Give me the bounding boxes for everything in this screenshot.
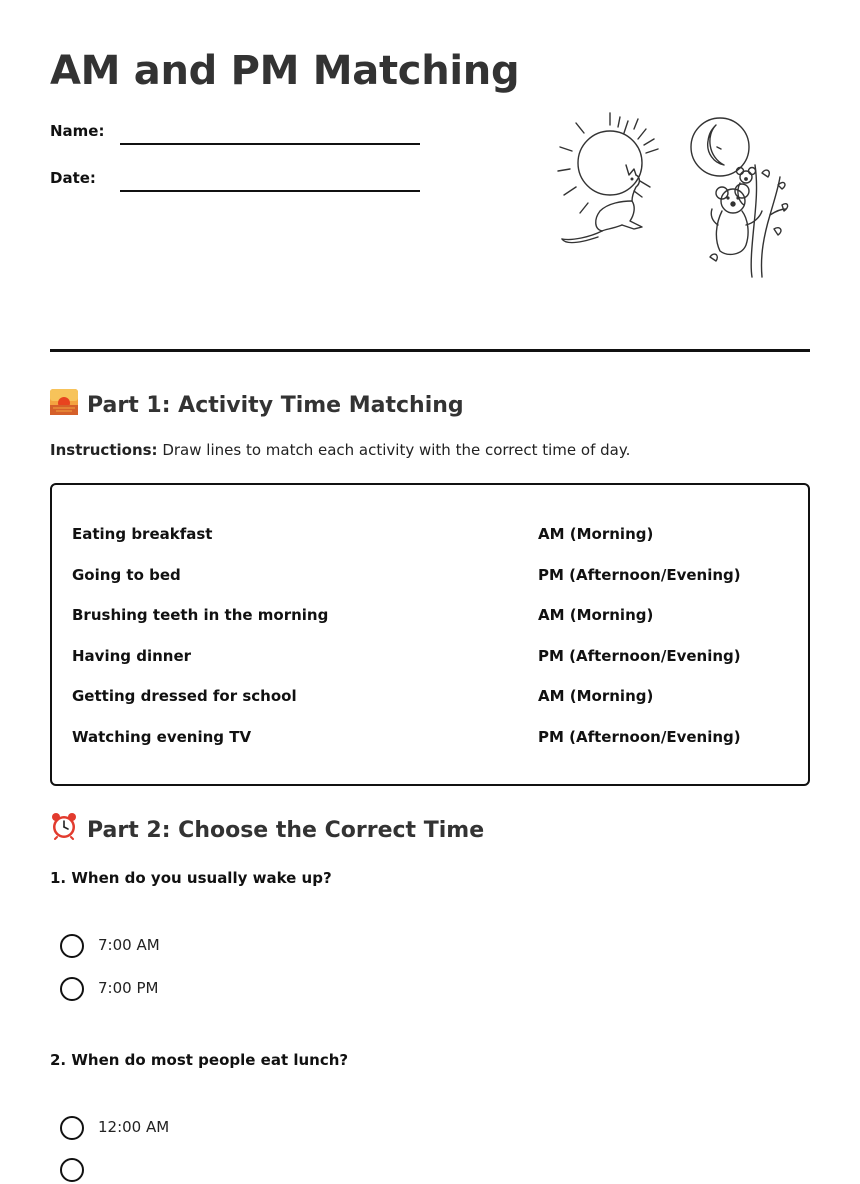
match-row (52, 647, 808, 671)
page-title: AM and PM Matching (50, 48, 520, 94)
match-row (52, 606, 808, 630)
name-label: Name: (50, 122, 105, 140)
activity-label[interactable]: Eating breakfast (72, 525, 213, 543)
time-label[interactable]: PM (Afternoon/Evening) (538, 647, 741, 665)
activity-label[interactable]: Brushing teeth in the morning (72, 606, 329, 624)
option-label: 12:00 AM (98, 1118, 170, 1136)
question-2: 2. When do most people eat lunch? (50, 1051, 349, 1069)
instructions-label: Instructions: (50, 441, 158, 459)
sun-icon (558, 113, 658, 213)
time-label[interactable]: AM (Morning) (538, 606, 654, 624)
match-row (52, 525, 808, 549)
name-field[interactable] (120, 143, 420, 145)
match-row (52, 687, 808, 711)
activity-label[interactable]: Watching evening TV (72, 728, 252, 746)
time-label[interactable]: PM (Afternoon/Evening) (538, 728, 741, 746)
radio-button[interactable] (60, 934, 84, 958)
matching-box (50, 483, 810, 786)
part2-heading-text: Part 2: Choose the Correct Time (87, 818, 485, 843)
date-label: Date: (50, 169, 96, 187)
day-night-illustration (550, 105, 800, 285)
time-label[interactable]: AM (Morning) (538, 525, 654, 543)
sunrise-emoji-icon (50, 389, 78, 415)
question-1: 1. When do you usually wake up? (50, 869, 332, 887)
alarm-clock-emoji-icon (50, 812, 78, 840)
activity-label[interactable]: Getting dressed for school (72, 687, 297, 705)
match-row (52, 566, 808, 590)
kangaroo-icon (562, 165, 642, 243)
activity-label[interactable]: Going to bed (72, 566, 181, 584)
part2-heading (50, 812, 484, 843)
koala-icon (711, 168, 762, 255)
radio-button[interactable] (60, 1116, 84, 1140)
radio-button[interactable] (60, 1158, 84, 1182)
header-divider (50, 349, 810, 352)
radio-button[interactable] (60, 977, 84, 1001)
activity-label[interactable]: Having dinner (72, 647, 192, 665)
option-label: 7:00 PM (98, 979, 159, 997)
time-label[interactable]: PM (Afternoon/Evening) (538, 566, 741, 584)
part1-heading-text: Part 1: Activity Time Matching (87, 393, 464, 418)
date-field[interactable] (120, 190, 420, 192)
match-row (52, 728, 808, 752)
instructions-text: Draw lines to match each activity with the correct time of day. (162, 441, 631, 459)
part1-heading (50, 389, 464, 418)
time-label[interactable]: AM (Morning) (538, 687, 654, 705)
option-label: 7:00 AM (98, 936, 160, 954)
instructions (50, 441, 630, 459)
